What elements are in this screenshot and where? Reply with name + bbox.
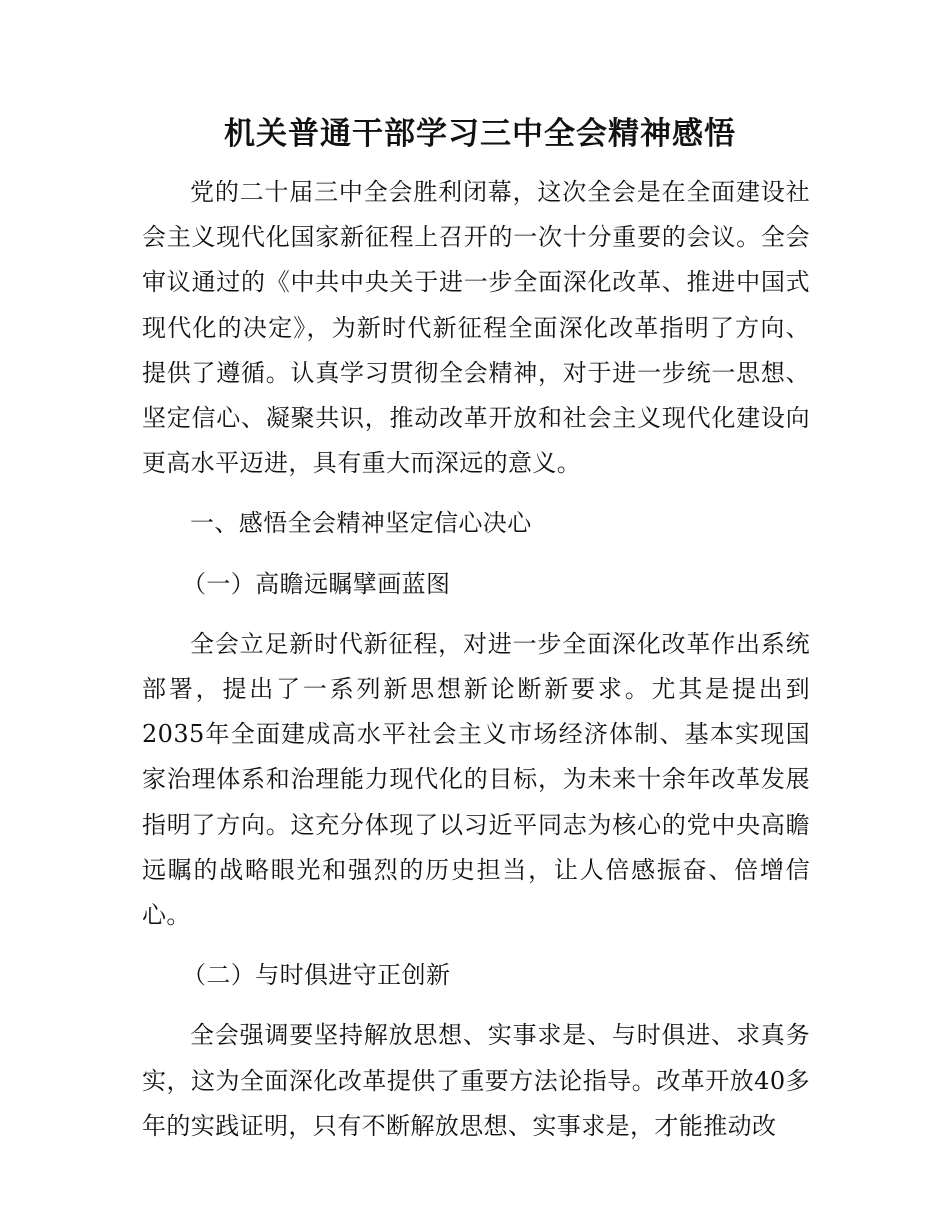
section-heading-1: 一、感悟全会精神坚定信心决心 <box>190 509 532 538</box>
subsection-body-1: 全会立足新时代新征程，对进一步全面深化改革作出系统部署，提出了一系列新思想新论断新要求。尤其是提出到2035年全面建成高水平社会主义市场经济体制、基本实现国家治理体系和治理能力现代化的目标，为未来十余年改革发展指明了方向。这充分体现了以习近平同志为核心的党中央高瞻远瞩的战略眼光和强烈的历史担当，让人倍感振奋、倍增信心。 <box>142 629 810 930</box>
subsection-heading-2: （二）与时俱进守正创新 <box>182 961 451 990</box>
subsection-heading-1: （一）高瞻远瞩擘画蓝图 <box>182 569 451 598</box>
subsection-body-2: 全会强调要坚持解放思想、实事求是、与时俱进、求真务实，这为全面深化改革提供了重要方法论指导。改革开放40多年的实践证明，只有不断解放思想、实事求是，才能推动改 <box>142 1021 810 1140</box>
intro-paragraph: 党的二十届三中全会胜利闭幕，这次全会是在全面建设社会主义现代化国家新征程上召开的一次十分重要的会议。全会审议通过的《中共中央关于进一步全面深化改革、推进中国式现代化的决定》，为新时代新征程全面深化改革指明了方向、提供了遵循。认真学习贯彻全会精神，对于进一步统一思想、坚定信心、凝聚共识，推动改革开放和社会主义现代化建设向更高水平迈进，具有重大而深远的意义。 <box>142 178 810 478</box>
document-page <box>142 108 810 1149</box>
document-title: 机关普通干部学习三中全会精神感悟 <box>224 116 736 152</box>
